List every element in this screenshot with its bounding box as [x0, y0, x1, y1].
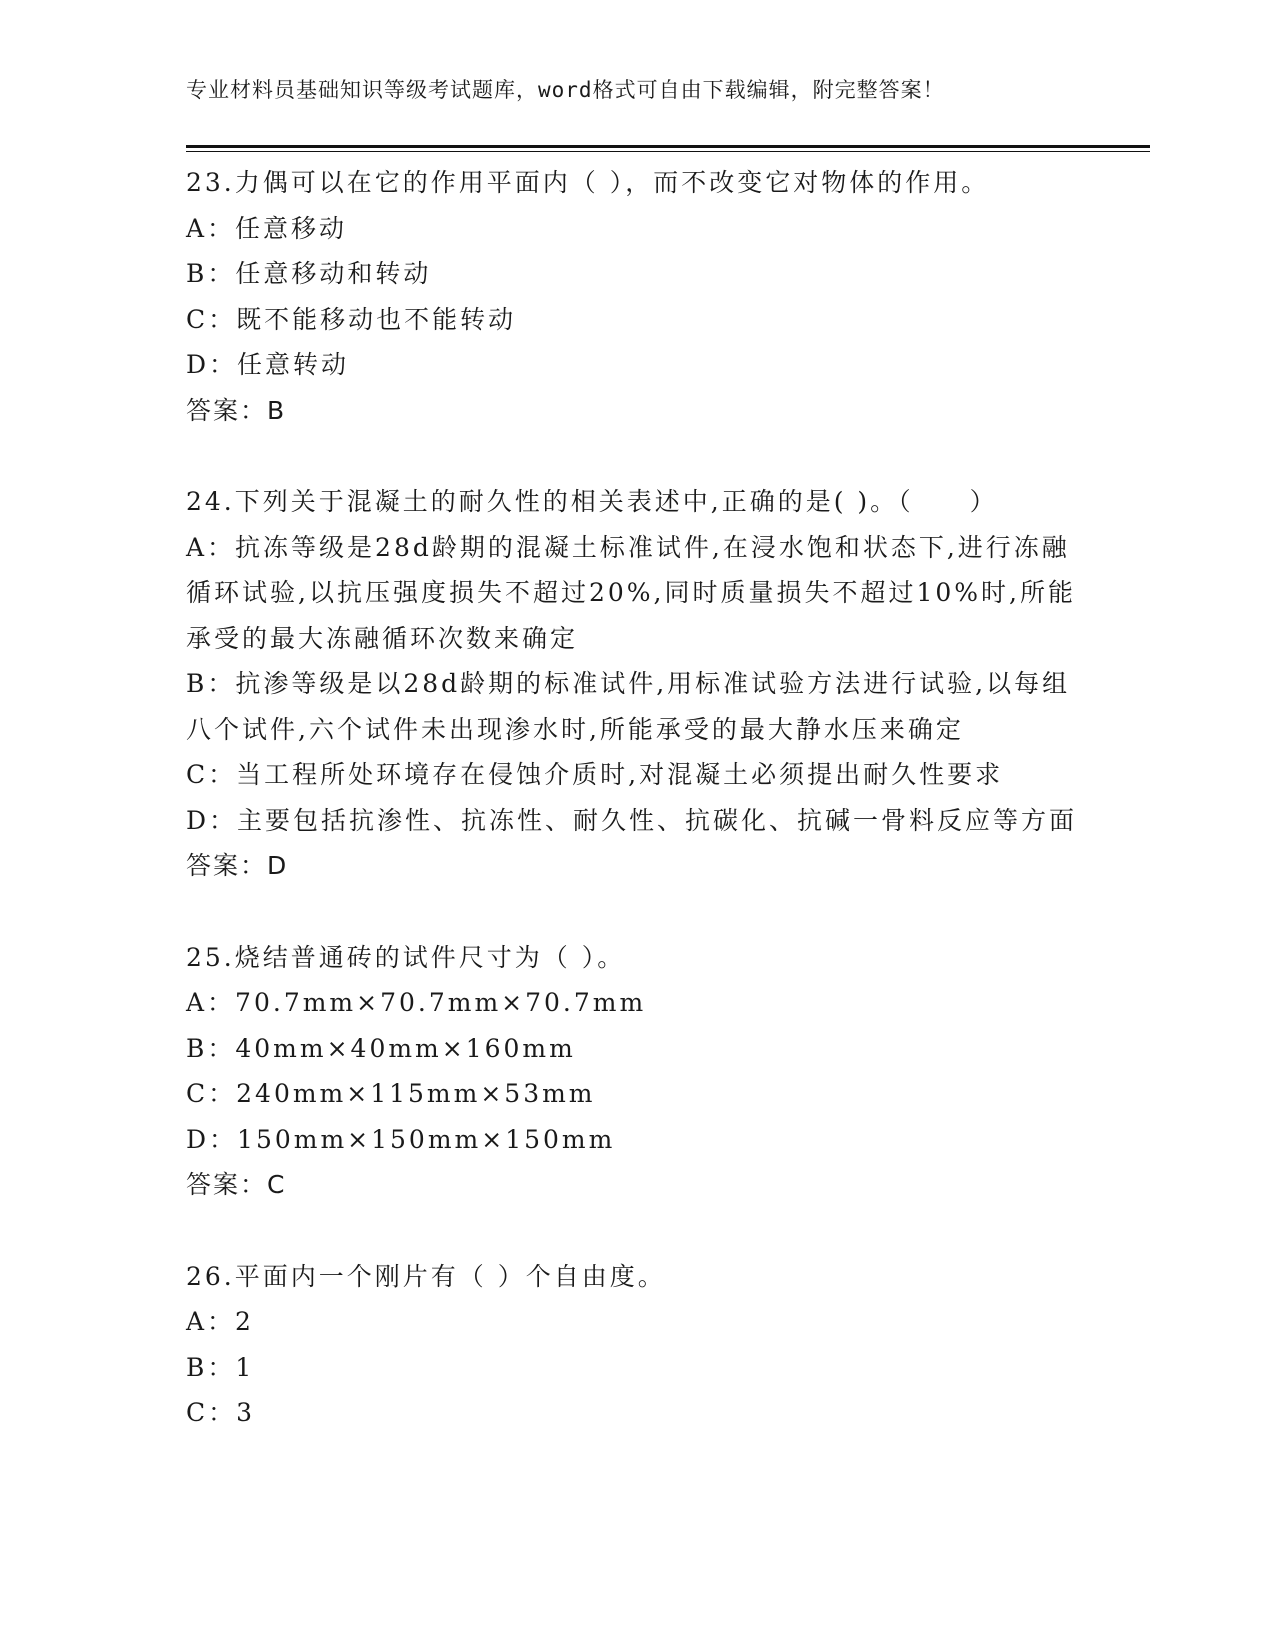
- option-c: C：3: [186, 1398, 256, 1427]
- option-b: B：任意移动和转动: [186, 259, 432, 288]
- option-a: A：2: [186, 1307, 254, 1336]
- answer: 答案：C: [186, 1170, 287, 1199]
- option-a: A：任意移动: [186, 213, 348, 243]
- option-d: D：150mm×150mm×150mm: [186, 1124, 616, 1154]
- option-d: D：任意转动: [186, 350, 350, 379]
- question-25: [186, 935, 1086, 1208]
- option-c: C：240mm×115mm×53mm: [186, 1079, 596, 1108]
- question-stem: 26.平面内一个刚片有（ ）个自由度。: [186, 1261, 666, 1291]
- question-list: [186, 160, 1086, 1482]
- header-rule-thin: [186, 151, 1150, 152]
- option-a: A：抗冻等级是28d龄期的混凝土标准试件,在浸水饱和状态下,进行冻融循环试验,以抗压强度损失不超过20%,同时质量损失不超过10%时,所能承受的最大冻融循环次数来确定: [186, 532, 1076, 653]
- header-rule-thick: [186, 145, 1150, 148]
- option-c: C：当工程所处环境存在侵蚀介质时,对混凝土必须提出耐久性要求: [186, 760, 1004, 789]
- answer: 答案：D: [186, 851, 289, 880]
- page-header: 专业材料员基础知识等级考试题库，word格式可自由下载编辑，附完整答案！: [186, 78, 945, 102]
- answer: 答案：B: [186, 395, 287, 425]
- question-24: [186, 479, 1086, 889]
- question-23: [186, 160, 1086, 433]
- question-stem: 25.烧结普通砖的试件尺寸为（ ）。: [186, 942, 626, 972]
- question-stem: 24.下列关于混凝土的耐久性的相关表述中,正确的是( )。（ ）: [186, 487, 998, 516]
- option-c: C：既不能移动也不能转动: [186, 304, 517, 334]
- option-d: D：主要包括抗渗性、抗冻性、耐久性、抗碳化、抗碱一骨料反应等方面: [186, 805, 1078, 835]
- option-a: A：70.7mm×70.7mm×70.7mm: [186, 988, 647, 1017]
- question-stem: 23.力偶可以在它的作用平面内（ ），而不改变它对物体的作用。: [186, 168, 990, 197]
- option-b: B：1: [186, 1352, 255, 1382]
- option-b: B：40mm×40mm×160mm: [186, 1033, 576, 1063]
- question-26: [186, 1254, 1086, 1436]
- option-b: B：抗渗等级是以28d龄期的标准试件,用标准试验方法进行试验,以每组八个试件,六个试件未出现渗水时,所能承受的最大静水压来确定: [186, 669, 1071, 744]
